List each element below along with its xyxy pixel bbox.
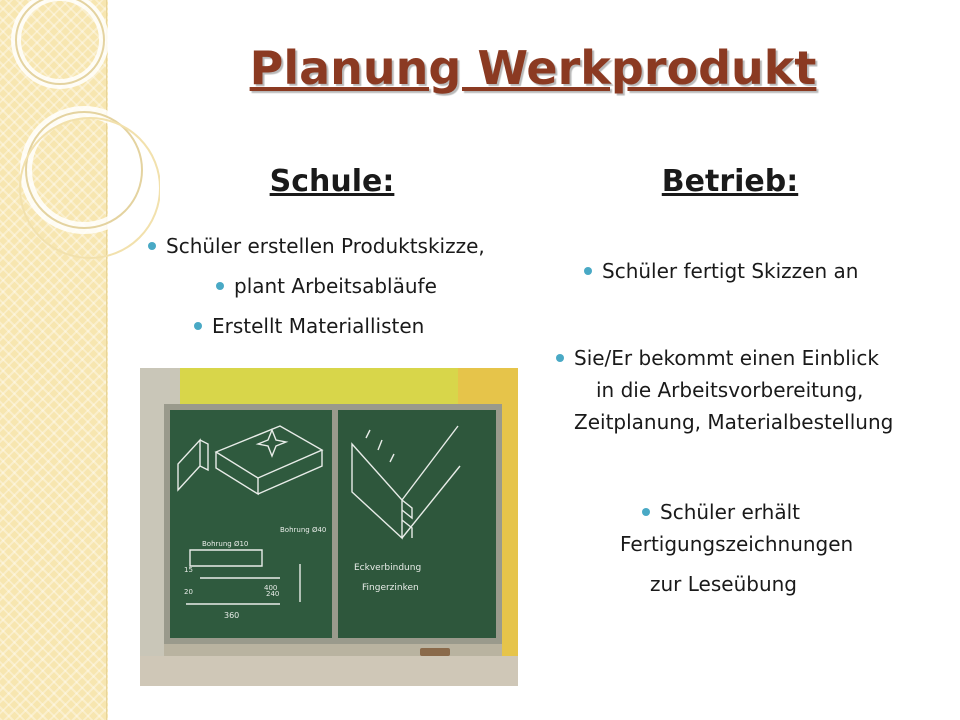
- chalk-label-bohrung-1: Bohrung Ø10: [202, 540, 249, 548]
- chalk-label-20: 20: [184, 588, 193, 596]
- bullet-icon: [556, 354, 564, 362]
- bullet-icon: [216, 282, 224, 290]
- bullet-icon: [194, 322, 202, 330]
- bullet-icon: [148, 242, 156, 250]
- betrieb-item-2-line-1: Sie/Er bekommt einen Einblick: [574, 346, 879, 370]
- betrieb-bullet-2: [556, 345, 879, 371]
- schule-bullet-2: [216, 273, 437, 299]
- schule-heading: Schule:: [269, 164, 395, 199]
- schule-bullet-1: [148, 233, 485, 259]
- chalk-label-15: 15: [184, 566, 193, 574]
- schule-bullet-3: [194, 313, 424, 339]
- betrieb-bullet-3: [642, 499, 800, 525]
- schule-item-3: Erstellt Materiallisten: [212, 314, 425, 338]
- chalkboard-photo: [140, 368, 518, 686]
- betrieb-item-3-line-1: Schüler erhält: [660, 500, 800, 524]
- betrieb-item-2-line-3: Zeitplanung, Materialbestellung: [574, 410, 894, 434]
- betrieb-item-2-line-2: in die Arbeitsvorbereitung,: [596, 378, 864, 402]
- chalk-label-400: 400: [264, 584, 278, 592]
- bullet-icon: [584, 267, 592, 275]
- betrieb-item-3-line-2: Fertigungszeichnungen: [620, 532, 854, 556]
- betrieb-item-3-line-3: zur Leseübung: [650, 572, 797, 596]
- chalk-label-360: 360: [224, 611, 240, 620]
- betrieb-heading: Betrieb:: [661, 164, 799, 199]
- bullet-icon: [642, 508, 650, 516]
- chalk-label-240: 240: [266, 590, 280, 598]
- chalk-label-fingerzinken: Fingerzinken: [362, 583, 419, 593]
- chalk-label-eckverbindung: Eckverbindung: [354, 563, 422, 573]
- betrieb-item-1: Schüler fertigt Skizzen an: [602, 259, 859, 283]
- chalk-label-bohrung-2: Bohrung Ø40: [280, 526, 327, 534]
- schule-item-1: Schüler erstellen Produktskizze,: [166, 234, 485, 258]
- schule-item-2: plant Arbeitsabläufe: [234, 274, 437, 298]
- page-title: Planung Werkprodukt: [249, 41, 817, 95]
- betrieb-bullet-1: [584, 258, 858, 284]
